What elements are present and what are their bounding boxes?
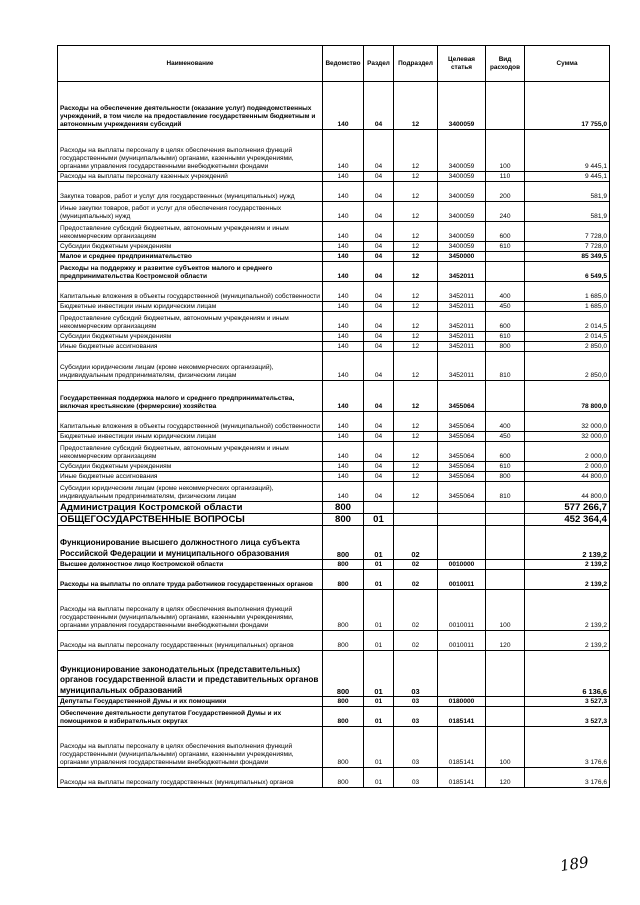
cell-department: 140 [323,332,364,342]
table-row [58,130,610,172]
cell-target: 3452011 [438,352,486,381]
cell-expense-type: 800 [486,472,525,482]
cell-section: 01 [364,514,394,526]
cell-subsection: 12 [394,222,438,242]
cell-subsection: 12 [394,352,438,381]
cell-department: 140 [323,130,364,172]
cell-amount: 2 139,2 [525,570,610,590]
cell-section: 04 [364,242,394,252]
cell-name: Предоставление субсидий бюджетным, автономным учреждениям и иным некоммерческим организациям [58,312,323,332]
cell-name: Расходы на обеспечение деятельности (оказание услуг) подведомственных учреждений, в том числе на предоставление государственным бюджетным и автономным учреждениям субсидий [58,82,323,130]
cell-subsection: 12 [394,381,438,412]
cell-department: 140 [323,352,364,381]
cell-department: 140 [323,412,364,432]
cell-expense-type [486,570,525,590]
cell-name: Предоставление субсидий бюджетным, автономным учреждениям и иным некоммерческим организациям [58,222,323,242]
table-row [58,252,610,262]
table-row [58,381,610,412]
header-section: Раздел [364,46,394,82]
cell-section: 01 [364,768,394,788]
cell-name: Расходы на выплаты персоналу государственных (муниципальных) органов [58,631,323,651]
header-name: Наименование [58,46,323,82]
cell-department: 800 [323,697,364,707]
cell-subsection: 12 [394,342,438,352]
cell-name: Капитальные вложения в объекты государственной (муниципальной) собственности [58,412,323,432]
cell-expense-type: 100 [486,590,525,631]
cell-name: Обеспечение деятельности депутатов Государственной Думы и их помощников в избирательных округах [58,707,323,727]
cell-name: Субсидии бюджетным учреждениям [58,242,323,252]
cell-expense-type: 600 [486,442,525,462]
table-row [58,352,610,381]
cell-amount: 85 349,5 [525,252,610,262]
cell-department: 140 [323,472,364,482]
cell-department: 800 [323,651,364,697]
cell-expense-type: 120 [486,768,525,788]
cell-amount: 2 014,5 [525,332,610,342]
cell-amount: 6 549,5 [525,262,610,282]
cell-target: 3455064 [438,412,486,432]
cell-target: 0010011 [438,570,486,590]
cell-target: 3452011 [438,262,486,282]
table-body [58,82,610,788]
cell-amount: 6 136,6 [525,651,610,697]
cell-target: 3452011 [438,302,486,312]
table-row [58,502,610,514]
cell-section: 04 [364,282,394,302]
cell-subsection: 12 [394,252,438,262]
cell-name: Бюджетные инвестиции иным юридическим лицам [58,302,323,312]
cell-subsection: 02 [394,590,438,631]
table-row [58,707,610,727]
cell-target: 3452011 [438,282,486,302]
cell-target: 3400059 [438,242,486,252]
table-row [58,526,610,560]
cell-amount: 9 445,1 [525,130,610,172]
cell-target: 0185141 [438,727,486,768]
cell-section: 04 [364,262,394,282]
table-row [58,631,610,651]
cell-department: 140 [323,282,364,302]
cell-name: Иные закупки товаров, работ и услуг для обеспечения государственных (муниципальных) нужд [58,202,323,222]
cell-section: 04 [364,432,394,442]
cell-expense-type [486,381,525,412]
cell-department: 800 [323,502,364,514]
cell-expense-type [486,252,525,262]
cell-name: Расходы на выплаты по оплате труда работников государственных органов [58,570,323,590]
cell-amount: 32 000,0 [525,412,610,432]
cell-amount: 7 728,0 [525,222,610,242]
table-header-row [58,46,610,82]
cell-department: 140 [323,202,364,222]
cell-target: 3455064 [438,472,486,482]
cell-department: 800 [323,590,364,631]
cell-section: 04 [364,352,394,381]
table-row [58,302,610,312]
table-row [58,262,610,282]
cell-name: Закупка товаров, работ и услуг для государственных (муниципальных) нужд [58,182,323,202]
handwritten-page-number: 189 [558,853,590,875]
cell-department: 140 [323,172,364,182]
cell-name: Функционирование высшего должностного лица субъекта Российской Федерации и муниципального образования [58,526,323,560]
table-row [58,727,610,768]
cell-amount: 581,9 [525,182,610,202]
cell-department: 800 [323,727,364,768]
cell-amount: 44 800,0 [525,482,610,502]
cell-subsection: 12 [394,282,438,302]
cell-name: Малое и среднее предпринимательство [58,252,323,262]
cell-amount: 44 800,0 [525,472,610,482]
table-row [58,590,610,631]
cell-target: 0010011 [438,590,486,631]
cell-expense-type [486,262,525,282]
cell-subsection: 12 [394,242,438,252]
cell-expense-type: 240 [486,202,525,222]
cell-target [438,651,486,697]
cell-amount: 3 527,3 [525,707,610,727]
cell-name: ОБЩЕГОСУДАРСТВЕННЫЕ ВОПРОСЫ [58,514,323,526]
cell-expense-type: 810 [486,482,525,502]
cell-section: 04 [364,252,394,262]
cell-subsection: 12 [394,462,438,472]
cell-section: 04 [364,312,394,332]
table-row [58,651,610,697]
cell-expense-type: 120 [486,631,525,651]
cell-expense-type [486,514,525,526]
cell-section: 04 [364,302,394,312]
table-row [58,442,610,462]
cell-department: 140 [323,222,364,242]
cell-target: 3400059 [438,202,486,222]
cell-department: 800 [323,526,364,560]
cell-target: 3400059 [438,182,486,202]
cell-amount: 7 728,0 [525,242,610,252]
table-row [58,242,610,252]
table-row [58,560,610,570]
cell-expense-type [486,707,525,727]
cell-amount: 2 000,0 [525,462,610,472]
cell-name: Иные бюджетные ассигнования [58,342,323,352]
cell-name: Бюджетные инвестиции иным юридическим лицам [58,432,323,442]
cell-department: 800 [323,514,364,526]
cell-name: Расходы на выплаты персоналу в целях обеспечения выполнения функций государственными (муниципальными) органами, казенными учреждениями, органами управления государственными внебюджетными фондами [58,130,323,172]
cell-expense-type: 810 [486,352,525,381]
cell-expense-type: 450 [486,432,525,442]
cell-section: 04 [364,381,394,412]
cell-target: 0180000 [438,697,486,707]
cell-amount: 3 176,6 [525,727,610,768]
cell-name: Субсидии юридическим лицам (кроме некоммерческих организаций), индивидуальным предпринимателям, физическим лицам [58,482,323,502]
cell-subsection: 12 [394,262,438,282]
cell-section: 01 [364,707,394,727]
cell-department: 140 [323,82,364,130]
cell-department: 800 [323,768,364,788]
cell-expense-type: 450 [486,302,525,312]
cell-expense-type: 610 [486,332,525,342]
cell-expense-type [486,651,525,697]
cell-amount: 581,9 [525,202,610,222]
header-subsection: Подраздел [394,46,438,82]
table-row [58,570,610,590]
cell-amount: 452 364,4 [525,514,610,526]
cell-name: Расходы на выплаты персоналу государственных (муниципальных) органов [58,768,323,788]
table-row [58,202,610,222]
cell-expense-type [486,697,525,707]
cell-section: 04 [364,82,394,130]
cell-amount: 2 139,2 [525,590,610,631]
cell-target [438,514,486,526]
cell-section: 04 [364,412,394,432]
cell-subsection: 12 [394,130,438,172]
cell-subsection: 02 [394,526,438,560]
cell-target: 3450000 [438,252,486,262]
cell-subsection: 12 [394,202,438,222]
cell-target: 3452011 [438,332,486,342]
table-row [58,462,610,472]
cell-target: 3455064 [438,462,486,472]
header-target: Целевая статья [438,46,486,82]
cell-section: 01 [364,590,394,631]
cell-expense-type: 600 [486,312,525,332]
table-row [58,472,610,482]
cell-target: 3455064 [438,432,486,442]
cell-subsection [394,514,438,526]
cell-name: Предоставление субсидий бюджетным, автономным учреждениям и иным некоммерческим организациям [58,442,323,462]
cell-target: 3455064 [438,442,486,462]
cell-subsection: 12 [394,312,438,332]
cell-amount: 3 176,6 [525,768,610,788]
cell-expense-type [486,526,525,560]
table-row [58,222,610,242]
cell-name: Субсидии юридическим лицам (кроме некоммерческих организаций), индивидуальным предпринимателям, физическим лицам [58,352,323,381]
cell-section: 04 [364,172,394,182]
cell-subsection: 03 [394,768,438,788]
cell-target: 0185141 [438,768,486,788]
cell-target [438,502,486,514]
cell-department: 140 [323,252,364,262]
cell-department: 140 [323,462,364,472]
cell-amount: 2 014,5 [525,312,610,332]
table-row [58,282,610,302]
cell-amount: 2 850,0 [525,342,610,352]
cell-section: 01 [364,560,394,570]
cell-amount: 2 850,0 [525,352,610,381]
cell-amount: 17 755,0 [525,82,610,130]
cell-section: 04 [364,462,394,472]
cell-subsection: 12 [394,302,438,312]
cell-amount: 3 527,3 [525,697,610,707]
cell-subsection: 12 [394,442,438,462]
cell-expense-type: 800 [486,342,525,352]
cell-department: 140 [323,242,364,252]
cell-subsection: 12 [394,412,438,432]
cell-amount: 2 139,2 [525,631,610,651]
header-expense-type: Вид расходов [486,46,525,82]
cell-target: 0010000 [438,560,486,570]
table-row [58,342,610,352]
cell-department: 140 [323,482,364,502]
cell-amount: 1 685,0 [525,302,610,312]
cell-name: Субсидии бюджетным учреждениям [58,462,323,472]
cell-name: Администрация Костромской области [58,502,323,514]
cell-expense-type: 100 [486,130,525,172]
cell-expense-type: 200 [486,182,525,202]
cell-name: Субсидии бюджетным учреждениям [58,332,323,342]
cell-target: 3455064 [438,381,486,412]
cell-section: 04 [364,332,394,342]
cell-section: 04 [364,442,394,462]
cell-department: 800 [323,631,364,651]
cell-expense-type [486,502,525,514]
budget-table [57,45,610,788]
cell-subsection: 12 [394,182,438,202]
cell-expense-type: 400 [486,282,525,302]
cell-name: Функционирование законодательных (представительных) органов государственной власти и представительных органов муниципальных образований [58,651,323,697]
cell-expense-type: 110 [486,172,525,182]
cell-section: 01 [364,631,394,651]
cell-section: 01 [364,697,394,707]
cell-section [364,502,394,514]
cell-section: 01 [364,526,394,560]
table-row [58,697,610,707]
cell-department: 140 [323,302,364,312]
cell-amount: 9 445,1 [525,172,610,182]
cell-section: 04 [364,202,394,222]
cell-target: 3400059 [438,222,486,242]
cell-name: Расходы на выплаты персоналу в целях обеспечения выполнения функций государственными (муниципальными) органами, казенными учреждениями, органами управления государственными внебюджетными фондами [58,727,323,768]
cell-expense-type: 610 [486,242,525,252]
cell-target: 3452011 [438,342,486,352]
table-row [58,182,610,202]
cell-subsection: 12 [394,482,438,502]
cell-section: 04 [364,472,394,482]
table-row [58,312,610,332]
table-row [58,432,610,442]
cell-subsection: 03 [394,697,438,707]
cell-subsection: 12 [394,332,438,342]
table-row [58,514,610,526]
cell-expense-type: 600 [486,222,525,242]
table-row [58,332,610,342]
cell-target: 3400059 [438,82,486,130]
cell-department: 140 [323,262,364,282]
cell-department: 140 [323,182,364,202]
table-row [58,412,610,432]
cell-amount: 32 000,0 [525,432,610,442]
cell-expense-type: 610 [486,462,525,472]
cell-subsection: 12 [394,172,438,182]
cell-department: 140 [323,312,364,332]
header-amount: Сумма [525,46,610,82]
cell-subsection: 12 [394,432,438,442]
cell-expense-type: 400 [486,412,525,432]
cell-target: 0185141 [438,707,486,727]
cell-section: 04 [364,482,394,502]
table-row [58,768,610,788]
cell-target: 3452011 [438,312,486,332]
cell-department: 800 [323,707,364,727]
cell-amount: 2 139,2 [525,526,610,560]
cell-name: Иные бюджетные ассигнования [58,472,323,482]
cell-target: 3400059 [438,130,486,172]
cell-subsection [394,502,438,514]
cell-subsection: 12 [394,472,438,482]
cell-name: Расходы на выплаты персоналу в целях обеспечения выполнения функций государственными (муниципальными) органами, казенными учреждениями, органами управления государственными внебюджетными фондами [58,590,323,631]
cell-name: Расходы на выплаты персоналу казенных учреждений [58,172,323,182]
header-department: Ведомство [323,46,364,82]
cell-amount: 1 685,0 [525,282,610,302]
cell-target: 3400059 [438,172,486,182]
cell-amount: 2 139,2 [525,560,610,570]
cell-target: 3455064 [438,482,486,502]
cell-department: 140 [323,342,364,352]
cell-amount: 78 800,0 [525,381,610,412]
cell-target [438,526,486,560]
cell-section: 04 [364,222,394,242]
cell-expense-type: 100 [486,727,525,768]
cell-name: Депутаты Государственной Думы и их помощники [58,697,323,707]
table-row [58,82,610,130]
cell-department: 800 [323,560,364,570]
cell-department: 140 [323,381,364,412]
cell-subsection: 03 [394,651,438,697]
cell-section: 04 [364,342,394,352]
cell-subsection: 03 [394,707,438,727]
cell-section: 01 [364,651,394,697]
cell-name: Расходы на поддержку и развитие субъектов малого и среднего предпринимательства Костромской области [58,262,323,282]
cell-amount: 577 266,7 [525,502,610,514]
cell-name: Капитальные вложения в объекты государственной (муниципальной) собственности [58,282,323,302]
cell-section: 04 [364,182,394,202]
cell-name: Государственная поддержка малого и среднего предпринимательства, включая крестьянские (фермерские) хозяйства [58,381,323,412]
cell-name: Высшее должностное лицо Костромской области [58,560,323,570]
cell-target: 0010011 [438,631,486,651]
cell-subsection: 02 [394,560,438,570]
cell-amount: 2 000,0 [525,442,610,462]
cell-section: 04 [364,130,394,172]
cell-subsection: 12 [394,82,438,130]
cell-department: 140 [323,432,364,442]
table-row [58,172,610,182]
cell-section: 01 [364,570,394,590]
cell-subsection: 02 [394,631,438,651]
cell-expense-type [486,82,525,130]
cell-department: 800 [323,570,364,590]
cell-department: 140 [323,442,364,462]
cell-subsection: 02 [394,570,438,590]
cell-section: 01 [364,727,394,768]
cell-expense-type [486,560,525,570]
table-row [58,482,610,502]
cell-subsection: 03 [394,727,438,768]
